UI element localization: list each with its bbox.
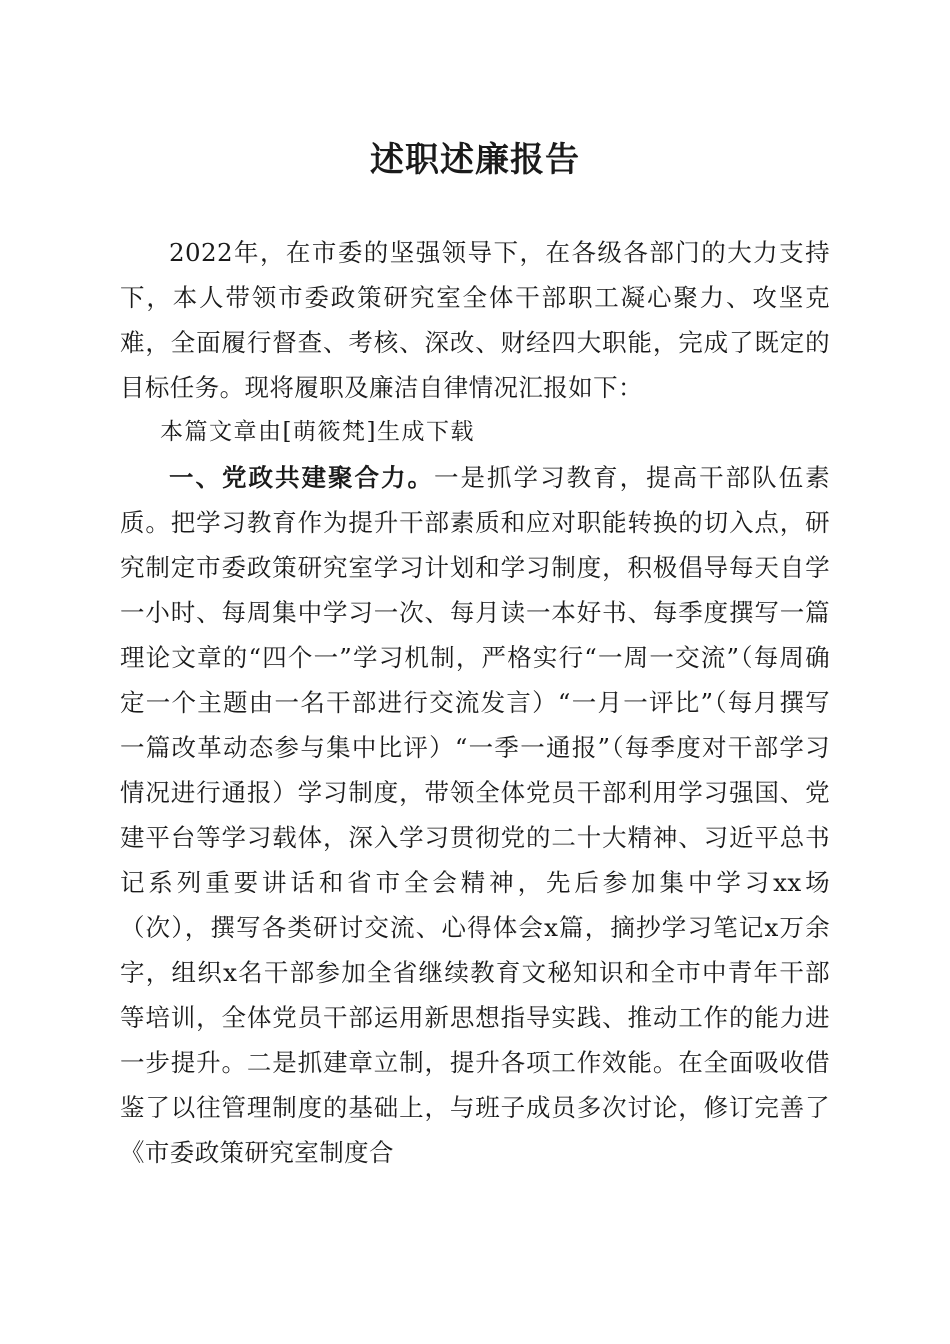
section-1-body: 一是抓学习教育，提高干部队伍素质。把学习教育作为提升干部素质和应对职能转换的切入点，研究制定市委政策研究室学习计划和学习制度，积极倡导每天自学一小时、每周集中学习一次、每月读一本好书、每季度撰写一篇理论文章的“四个一”学习机制，严格实行“一周一交流”（每周确定一个主题由一名干部进行交流发言）“一月一评比”（每月撰写一篇改革动态参与集中比评）“一季一通报”（每季度对干部学习情况进行通报）学习制度，带领全体党员干部利用学习强国、党建平台等学习载体，深入学习贯彻党的二十大精神、习近平总书记系列重要讲话和省市全会精神，先后参加集中学习xx场（次），撰写各类研讨交流、心得体会x篇，摘抄学习笔记x万余字，组织x名干部参加全省继续教育文秘知识和全市中青年干部等培训，全体党员干部运用新思想指导实践、推动工作的能力进一步提升。二是抓建章立制，提升各项工作效能。在全面吸收借鉴了以往管理制度的基础上，与班子成员多次讨论，修订完善了《市委政策研究室制度合 bbox=[120, 463, 831, 1167]
section-1-heading: 一、党政共建聚合力。 bbox=[169, 463, 435, 492]
section-1-paragraph bbox=[120, 455, 830, 1175]
document-body bbox=[120, 230, 830, 1175]
download-notice: 本篇文章由[萌筱梵]生成下载 bbox=[160, 419, 475, 445]
document-title: 述职述廉报告 bbox=[370, 140, 580, 180]
intro-paragraph: 2022年，在市委的坚强领导下，在各级各部门的大力支持下，本人带领市委政策研究室全体干部职工凝心聚力、攻坚克难，全面履行督查、考核、深改、财经四大职能，完成了既定的目标任务。现将履职及廉洁自律情况汇报如下： bbox=[120, 238, 830, 402]
